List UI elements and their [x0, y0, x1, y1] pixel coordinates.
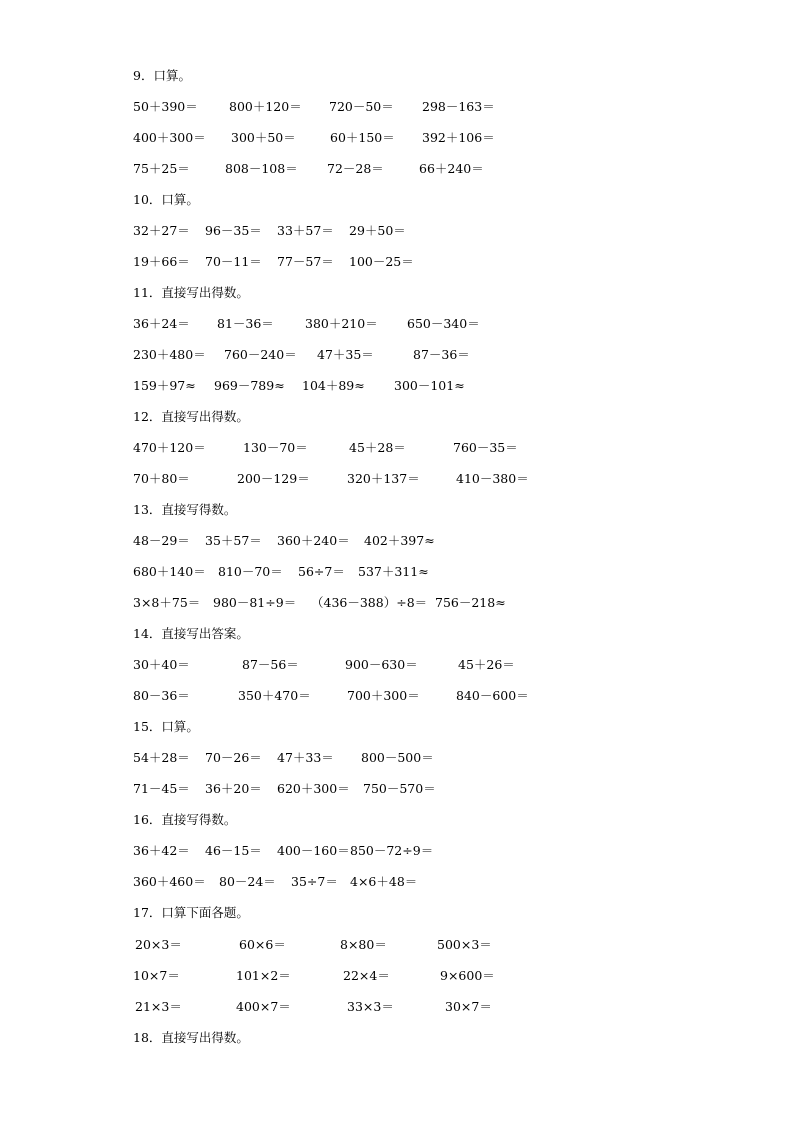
arithmetic-problem: 900－630＝ — [345, 657, 418, 672]
arithmetic-problem: 33＋57＝ — [277, 223, 334, 238]
arithmetic-problem: 36＋24＝ — [133, 316, 190, 331]
arithmetic-problem: 48－29＝ — [133, 533, 190, 548]
problem-row — [0, 655, 794, 675]
problem-row — [0, 562, 794, 582]
problem-row — [0, 872, 794, 892]
question-heading: 17．口算下面各题。 — [133, 905, 249, 920]
arithmetic-problem: 45＋28＝ — [349, 440, 406, 455]
arithmetic-problem: 159＋97≈ — [133, 378, 196, 393]
arithmetic-problem: 969－789≈ — [214, 378, 285, 393]
arithmetic-problem: 70－11＝ — [205, 254, 262, 269]
arithmetic-problem: 66＋240＝ — [419, 161, 484, 176]
problem-row — [0, 469, 794, 489]
arithmetic-problem: 87－36＝ — [413, 347, 470, 362]
arithmetic-problem: 47＋33＝ — [277, 750, 334, 765]
arithmetic-problem: 81－36＝ — [217, 316, 274, 331]
problem-row — [0, 686, 794, 706]
arithmetic-problem: 75＋25＝ — [133, 161, 190, 176]
arithmetic-problem: 410－380＝ — [456, 471, 529, 486]
arithmetic-problem: 840－600＝ — [456, 688, 529, 703]
arithmetic-problem: 30×7＝ — [445, 999, 492, 1014]
arithmetic-problem: 70＋80＝ — [133, 471, 190, 486]
arithmetic-problem: 45＋26＝ — [458, 657, 515, 672]
arithmetic-problem: 72－28＝ — [327, 161, 384, 176]
arithmetic-problem: 360＋460＝ — [133, 874, 206, 889]
arithmetic-problem: 760－35＝ — [453, 440, 518, 455]
arithmetic-problem: 230＋480＝ — [133, 347, 206, 362]
arithmetic-problem: 980－81÷9＝ — [213, 595, 297, 610]
arithmetic-problem: 3×8＋75＝ — [133, 595, 201, 610]
arithmetic-problem: 10×7＝ — [133, 968, 180, 983]
arithmetic-problem: 29＋50＝ — [349, 223, 406, 238]
question-heading: 12．直接写出得数。 — [133, 409, 249, 424]
arithmetic-problem: 8×80＝ — [340, 937, 387, 952]
problem-row — [0, 128, 794, 148]
arithmetic-problem: 22×4＝ — [343, 968, 390, 983]
problem-row — [0, 314, 794, 334]
arithmetic-problem: 850－72÷9＝ — [350, 843, 434, 858]
problem-row — [0, 97, 794, 117]
problem-row — [0, 376, 794, 396]
arithmetic-problem: 392＋106＝ — [422, 130, 495, 145]
arithmetic-problem: 380＋210＝ — [305, 316, 378, 331]
arithmetic-problem: 87－56＝ — [242, 657, 299, 672]
question-heading: 13．直接写得数。 — [133, 502, 237, 517]
problem-row — [0, 935, 794, 955]
arithmetic-problem: 650－340＝ — [407, 316, 480, 331]
arithmetic-problem: 56÷7＝ — [298, 564, 345, 579]
arithmetic-problem: 50＋390＝ — [133, 99, 198, 114]
arithmetic-problem: 77－57＝ — [277, 254, 334, 269]
problem-row — [0, 593, 794, 613]
arithmetic-problem: 700＋300＝ — [347, 688, 420, 703]
arithmetic-problem: 47＋35＝ — [317, 347, 374, 362]
arithmetic-problem: 96－35＝ — [205, 223, 262, 238]
arithmetic-problem: 760－240＝ — [224, 347, 297, 362]
arithmetic-problem: 70－26＝ — [205, 750, 262, 765]
arithmetic-problem: （436－388）÷8＝ — [311, 595, 428, 610]
arithmetic-problem: 60×6＝ — [239, 937, 286, 952]
arithmetic-problem: 300＋50＝ — [231, 130, 296, 145]
arithmetic-problem: 9×600＝ — [440, 968, 495, 983]
arithmetic-problem: 300－101≈ — [394, 378, 465, 393]
question-heading: 9．口算。 — [133, 68, 191, 83]
question-heading: 14．直接写出答案。 — [133, 626, 249, 641]
arithmetic-problem: 80－36＝ — [133, 688, 190, 703]
problem-row — [0, 252, 794, 272]
arithmetic-problem: 500×3＝ — [437, 937, 492, 952]
arithmetic-problem: 30＋40＝ — [133, 657, 190, 672]
arithmetic-problem: 36＋42＝ — [133, 843, 190, 858]
problem-row — [0, 221, 794, 241]
arithmetic-problem: 35÷7＝ — [291, 874, 338, 889]
arithmetic-problem: 537＋311≈ — [358, 564, 429, 579]
question-heading: 16．直接写得数。 — [133, 812, 237, 827]
arithmetic-problem: 298－163＝ — [422, 99, 495, 114]
problem-row — [0, 748, 794, 768]
arithmetic-problem: 130－70＝ — [243, 440, 308, 455]
problem-row — [0, 531, 794, 551]
arithmetic-problem: 21×3＝ — [135, 999, 182, 1014]
arithmetic-problem: 100－25＝ — [349, 254, 414, 269]
arithmetic-problem: 720－50＝ — [329, 99, 394, 114]
arithmetic-problem: 620＋300＝ — [277, 781, 350, 796]
arithmetic-problem: 71－45＝ — [133, 781, 190, 796]
arithmetic-problem: 60＋150＝ — [330, 130, 395, 145]
question-heading: 11．直接写出得数。 — [133, 285, 249, 300]
arithmetic-problem: 80－24＝ — [219, 874, 276, 889]
arithmetic-problem: 320＋137＝ — [347, 471, 420, 486]
arithmetic-problem: 46－15＝ — [205, 843, 262, 858]
problem-row — [0, 159, 794, 179]
arithmetic-problem: 101×2＝ — [236, 968, 291, 983]
arithmetic-problem: 800＋120＝ — [229, 99, 302, 114]
arithmetic-problem: 400＋300＝ — [133, 130, 206, 145]
arithmetic-problem: 200－129＝ — [237, 471, 310, 486]
arithmetic-problem: 756－218≈ — [435, 595, 506, 610]
arithmetic-problem: 750－570＝ — [363, 781, 436, 796]
arithmetic-problem: 800－500＝ — [361, 750, 434, 765]
question-heading: 18．直接写出得数。 — [133, 1030, 249, 1045]
arithmetic-problem: 4×6＋48＝ — [350, 874, 418, 889]
problem-row — [0, 438, 794, 458]
arithmetic-problem: 350＋470＝ — [238, 688, 311, 703]
arithmetic-problem: 400－160＝ — [277, 843, 350, 858]
arithmetic-problem: 402＋397≈ — [364, 533, 435, 548]
arithmetic-problem: 810－70＝ — [218, 564, 283, 579]
arithmetic-problem: 54＋28＝ — [133, 750, 190, 765]
problem-row — [0, 779, 794, 799]
arithmetic-problem: 20×3＝ — [135, 937, 182, 952]
arithmetic-problem: 19＋66＝ — [133, 254, 190, 269]
arithmetic-problem: 35＋57＝ — [205, 533, 262, 548]
arithmetic-problem: 470＋120＝ — [133, 440, 206, 455]
problem-row — [0, 841, 794, 861]
problem-row — [0, 966, 794, 986]
arithmetic-problem: 32＋27＝ — [133, 223, 190, 238]
arithmetic-problem: 400×7＝ — [236, 999, 291, 1014]
arithmetic-problem: 33×3＝ — [347, 999, 394, 1014]
arithmetic-problem: 360＋240＝ — [277, 533, 350, 548]
question-heading: 10．口算。 — [133, 192, 199, 207]
arithmetic-problem: 808－108＝ — [225, 161, 298, 176]
problem-row — [0, 345, 794, 365]
question-heading: 15．口算。 — [133, 719, 199, 734]
arithmetic-problem: 36＋20＝ — [205, 781, 262, 796]
arithmetic-problem: 104＋89≈ — [302, 378, 365, 393]
problem-row — [0, 997, 794, 1017]
arithmetic-problem: 680＋140＝ — [133, 564, 206, 579]
